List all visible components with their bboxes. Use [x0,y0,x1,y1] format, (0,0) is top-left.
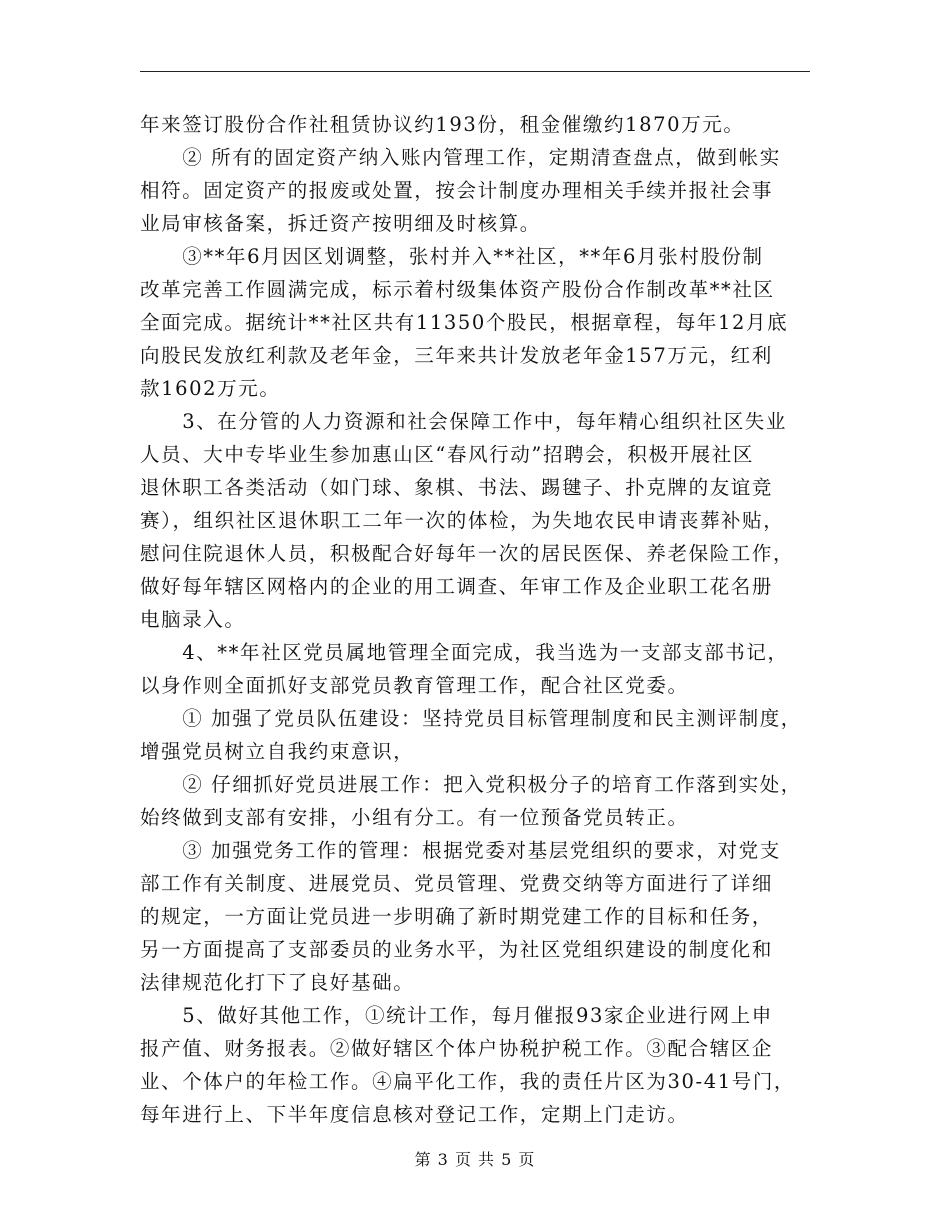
text-line: 另一方面提高了支部委员的业务水平，为社区党组织建设的制度化和 [140,938,774,961]
header-rule [140,71,810,72]
text-line: ② 所有的固定资产纳入账内管理工作，定期清查盘点，做到帐实 [140,146,781,169]
text-line: 增强党员树立自我约束意识， [140,740,415,763]
text-line: 始终做到支部有安排，小组有分工。有一位预备党员转正。 [140,806,689,829]
text-line: 做好每年辖区网格内的企业的用工调查、年审工作及企业职工花名册 [140,575,774,598]
text-line: 报产值、财务报表。②做好辖区个体户协税护税工作。③配合辖区企 [140,1037,774,1060]
text-line: 全面完成。据统计**社区共有11350个股民，根据章程，每年12月底 [140,311,789,334]
text-line: 改革完善工作圆满完成，标示着村级集体资产股份合作制改革**社区 [140,278,775,301]
text-line: ② 仔细抓好党员进展工作：把入党积极分子的培育工作落到实处， [140,773,802,796]
text-line: 每年进行上、下半年度信息核对登记工作，定期上门走访。 [140,1103,689,1126]
text-line: 法律规范化打下了良好基础。 [140,971,415,994]
text-line: 退休职工各类活动（如门球、象棋、书法、踢毽子、扑克牌的友谊竞 [140,476,774,499]
text-line: 5、做好其他工作，①统计工作，每月催报93家企业进行网上申 [140,1004,773,1027]
text-line: 以身作则全面抓好支部党员教育管理工作，配合社区党委。 [140,674,689,697]
text-line: 相符。固定资产的报废或处置，按会计制度办理相关手续并报社会事 [140,179,774,202]
text-line: 赛），组织社区退休职工二年一次的体检，为失地农民申请丧葬补贴， [140,509,785,532]
text-line: 电脑录入。 [140,608,246,631]
text-line: 的规定，一方面让党员进一步明确了新时期党建工作的目标和任务， [140,905,774,928]
text-line: 人员、大中专毕业生参加惠山区“春风行动”招聘会，积极开展社区 [140,443,754,466]
text-line: 款1602万元。 [140,377,281,400]
text-line: 年来签订股份合作社租赁协议约193份，租金催缴约1870万元。 [140,113,745,136]
page-number-footer: 第 3 页 共 5 页 [414,1150,536,1169]
text-line: 业局审核备案，拆迁资产按明细及时核算。 [140,212,541,235]
text-line: 3、在分管的人力资源和社会保障工作中，每年精心组织社区失业 [140,410,788,433]
text-line: 向股民发放红利款及老年金，三年来共计发放老年金157万元，红利 [140,344,773,367]
text-line: ③ 加强党务工作的管理：根据党委对基层党组织的要求，对党支 [140,839,781,862]
text-line: ① 加强了党员队伍建设：坚持党员目标管理制度和民主测评制度， [140,707,802,730]
text-line: 4、**年社区党员属地管理全面完成，我当选为一支部支部书记， [140,641,789,664]
text-line: 业、个体户的年检工作。④扁平化工作，我的责任片区为30-41号门， [140,1070,796,1093]
text-line: 部工作有关制度、进展党员、党员管理、党费交纳等方面进行了详细 [140,872,774,895]
document-body [140,108,815,1131]
text-line: ③**年6月因区划调整，张村并入**社区，**年6月张村股份制 [140,245,764,268]
text-line: 慰问住院退休人员，积极配合好每年一次的居民医保、养老保险工作， [140,542,795,565]
